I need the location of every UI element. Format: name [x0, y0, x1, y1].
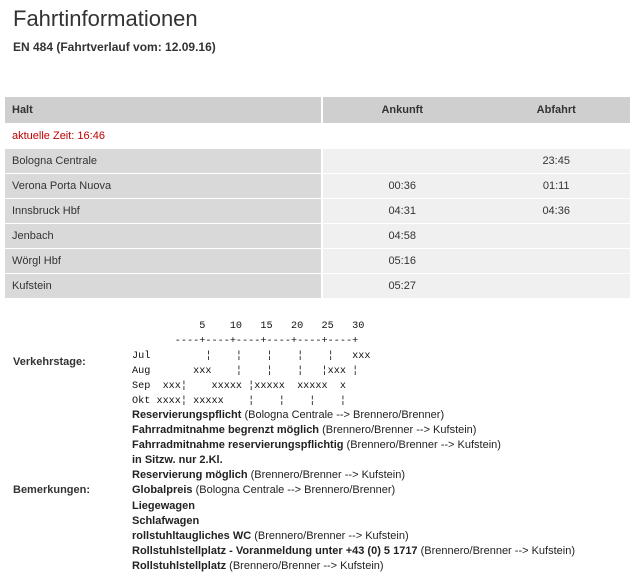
remark-title: rollstuhltaugliches WC — [132, 529, 252, 542]
current-time-row — [5, 124, 630, 149]
header-ankunft: Ankunft — [323, 97, 481, 124]
halt-name: Jenbach — [5, 224, 323, 249]
list-item — [132, 499, 575, 514]
list-item — [132, 559, 575, 574]
list-item — [132, 483, 575, 498]
table-row — [5, 199, 630, 224]
list-item — [132, 544, 575, 559]
halt-name: Innsbruck Hbf — [5, 199, 323, 224]
departure-time — [481, 274, 630, 299]
remark-title: Reservierungspflicht — [132, 409, 242, 421]
remark-title: Schlafwagen — [132, 514, 200, 527]
list-item — [132, 438, 575, 453]
page-title: Fahrtinformationen — [13, 6, 198, 31]
remark-detail: (Bologna Centrale --> Brennero/Brenner) — [192, 484, 396, 497]
remark-detail: (Brennero/Brenner --> Kufstein) — [251, 529, 409, 542]
remark-detail: (Brennero/Brenner --> Kufstein) — [247, 469, 405, 482]
table-header-row — [5, 97, 630, 124]
list-item — [132, 408, 575, 423]
list-item — [132, 529, 575, 544]
arrival-time: 04:58 — [323, 224, 481, 249]
list-item — [132, 514, 575, 529]
departure-time: 04:36 — [481, 199, 630, 224]
remark-title: Fahrradmitnahme begrenzt möglich — [132, 424, 320, 437]
bemerkungen-list — [132, 408, 575, 574]
remark-title: Reservierung möglich — [132, 469, 248, 482]
table-row — [5, 224, 630, 249]
halt-name: Verona Porta Nuova — [5, 174, 323, 199]
remark-title: in Sitzw. nur 2.Kl. — [132, 454, 223, 467]
remark-title: Liegewagen — [132, 499, 195, 512]
remark-title: Globalpreis — [132, 484, 193, 497]
departure-time: 23:45 — [481, 149, 630, 174]
departure-time — [481, 224, 630, 249]
departure-time — [481, 249, 630, 274]
remark-detail: (Brennero/Brenner --> Kufstein) — [226, 559, 384, 572]
header-abfahrt: Abfahrt — [481, 97, 630, 124]
remark-title: Fahrradmitnahme reservierungspflichtig — [132, 439, 344, 452]
list-item — [132, 423, 575, 438]
arrival-time: 04:31 — [323, 199, 481, 224]
remark-detail: (Brennero/Brenner --> Kufstein) — [343, 439, 501, 452]
table-row — [5, 274, 630, 299]
remark-detail: (Brennero/Brenner --> Kufstein) — [417, 544, 575, 557]
table-row — [5, 174, 630, 199]
remark-detail: (Brennero/Brenner --> Kufstein) — [319, 424, 477, 437]
arrival-time: 05:27 — [323, 274, 481, 299]
halts-table — [5, 97, 630, 299]
arrival-time: 05:16 — [323, 249, 481, 274]
list-item — [132, 468, 575, 483]
halt-name: Wörgl Hbf — [5, 249, 323, 274]
arrival-time — [323, 149, 481, 174]
train-subtitle: EN 484 (Fahrtverlauf vom: 12.09.16) — [13, 40, 216, 54]
halt-name: Kufstein — [5, 274, 323, 299]
departure-time: 01:11 — [481, 174, 630, 199]
remark-detail: (Bologna Centrale --> Brennero/Brenner) — [241, 409, 445, 421]
table-row — [5, 149, 630, 174]
remark-title: Rollstuhlstellplatz — [132, 559, 227, 572]
bemerkungen-label: Bemerkungen: — [13, 484, 91, 496]
arrival-time: 00:36 — [323, 174, 481, 199]
verkehrstage-label: Verkehrstage: — [13, 356, 86, 368]
remark-title: Rollstuhlstellplatz - Voranmeldung unter +43 (0) 5 1717 — [132, 544, 418, 557]
verkehrstage-calendar: 5 10 15 20 25 30 ----+----+----+----+----+----+ Jul ¦ ¦ ¦ ¦ ¦ xxx Aug xxx ¦ ¦ ¦ ¦xxx ¦ Sep xxx¦ xxxxx ¦xxxxx xxxxx x Okt xxxx¦ xxxxx ¦ ¦ ¦ ¦ — [132, 321, 371, 407]
table-row — [5, 249, 630, 274]
header-halt: Halt — [5, 97, 323, 124]
current-time: aktuelle Zeit: 16:46 — [5, 124, 630, 149]
halt-name: Bologna Centrale — [5, 149, 323, 174]
list-item — [132, 453, 575, 468]
